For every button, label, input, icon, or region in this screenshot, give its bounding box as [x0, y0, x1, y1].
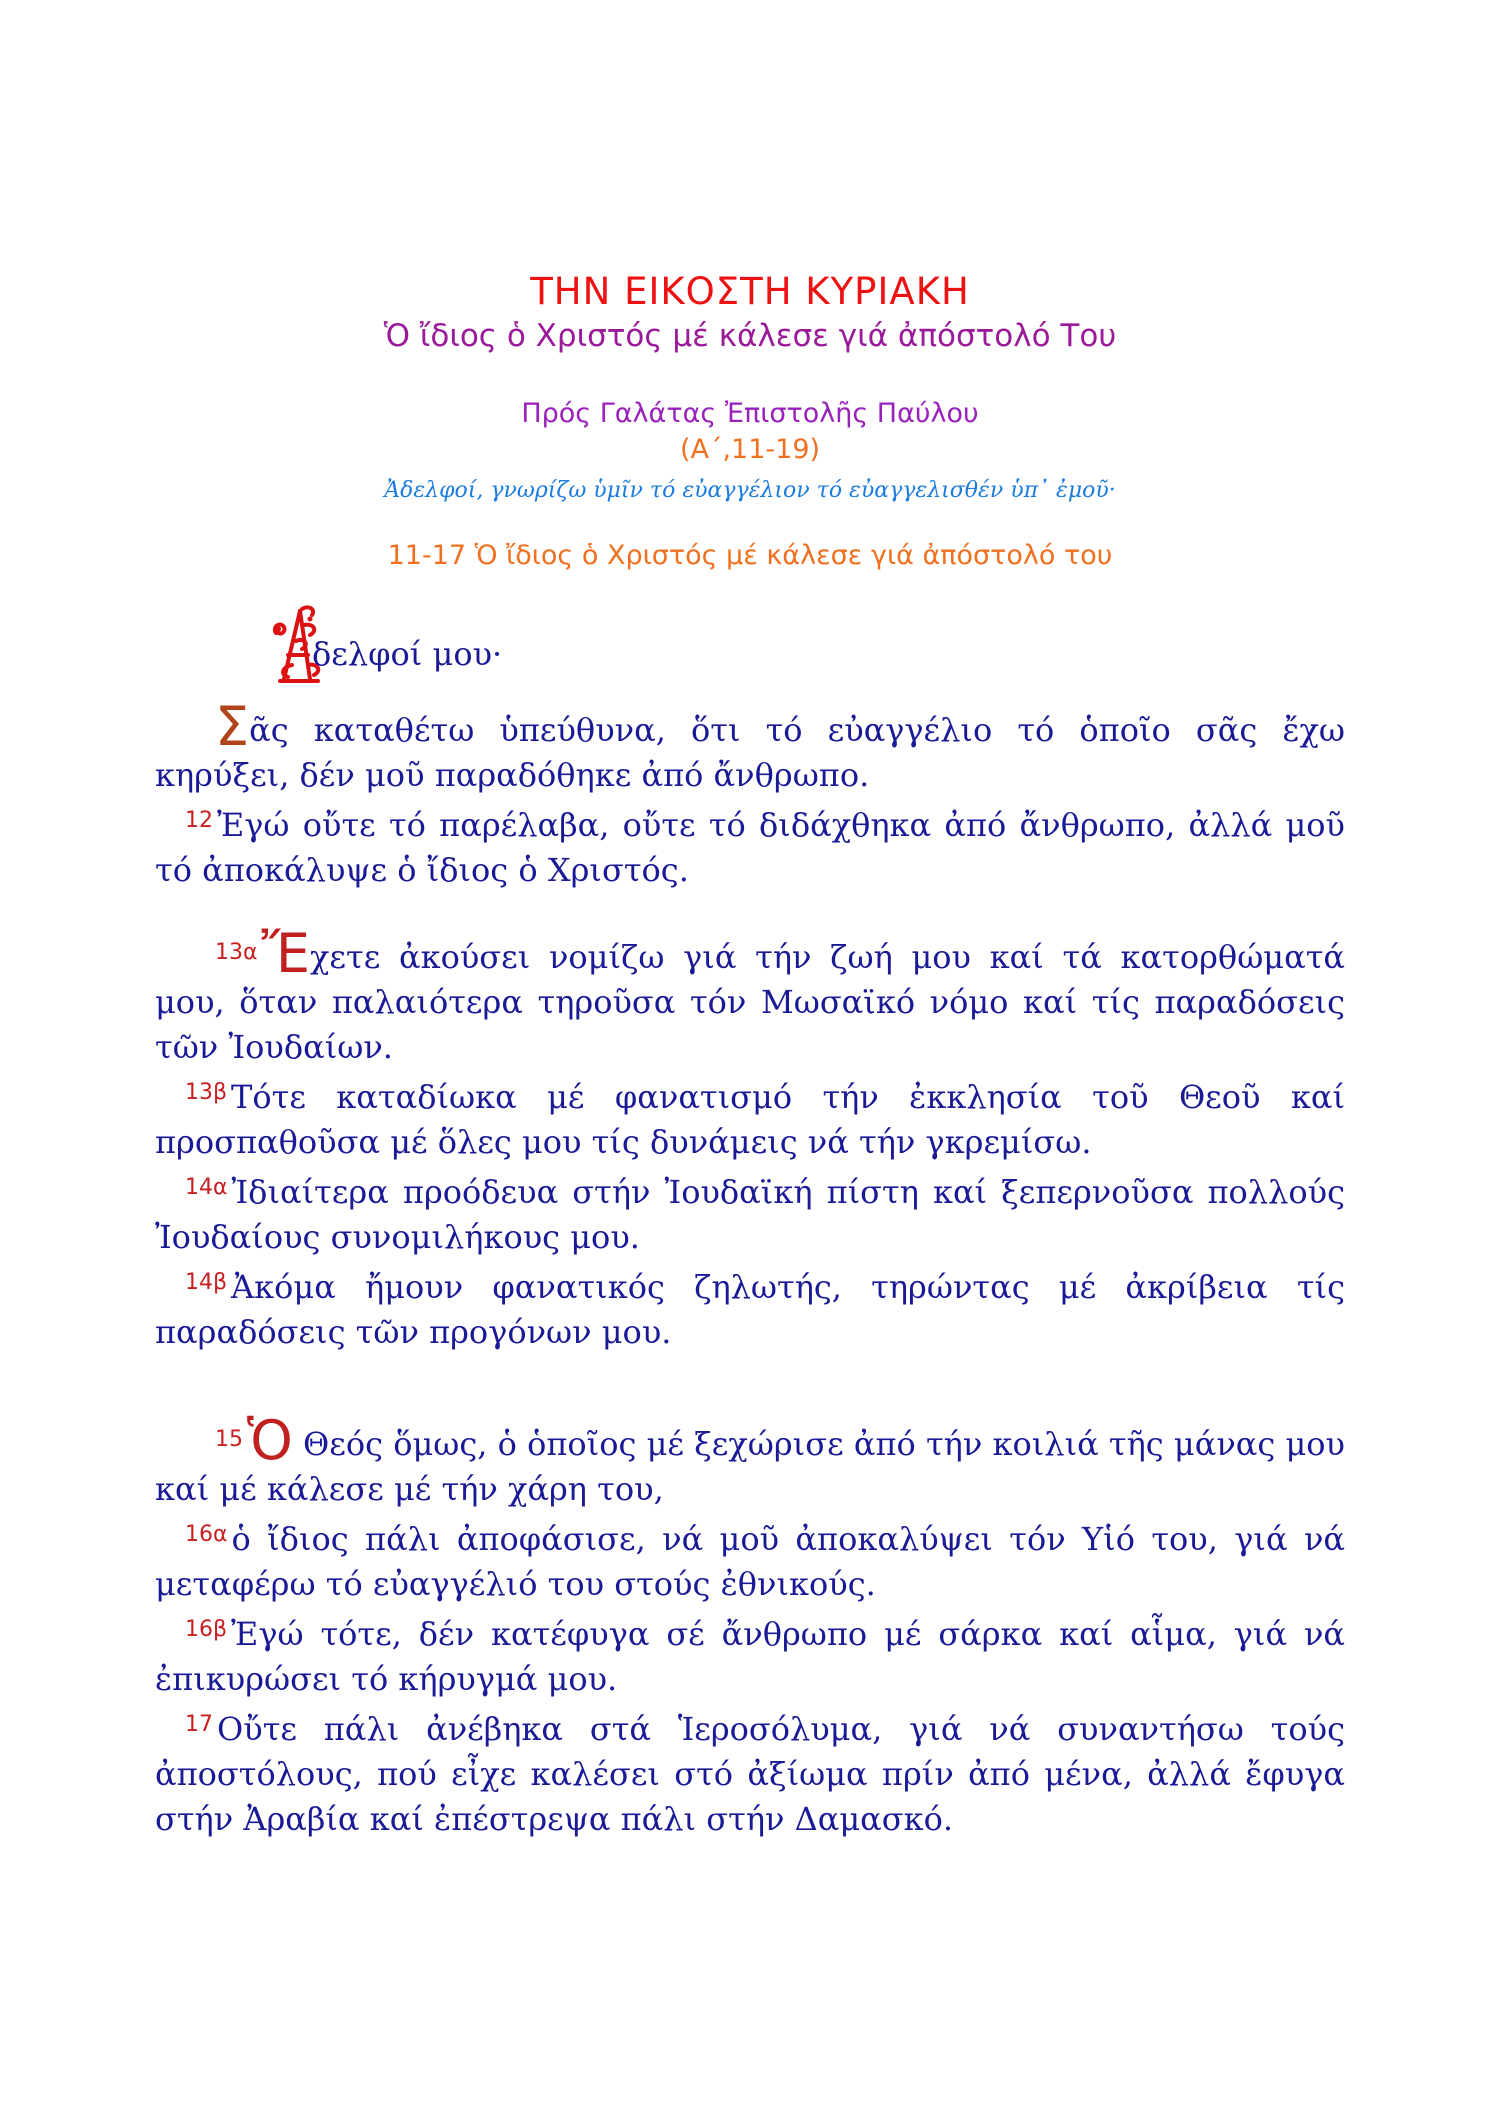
verse-number: 15 — [215, 1427, 243, 1452]
drop-cap: Ὁ — [247, 1409, 293, 1472]
greeting-text: δελφοί μου· — [312, 635, 503, 673]
verse-number: 12 — [185, 808, 213, 833]
verse-number: 17 — [185, 1712, 213, 1737]
verse-number: 16α — [185, 1522, 228, 1547]
verse-text: Θεός ὅμως, ὁ ὁποῖος μέ ξεχώρισε ἀπό τήν κοιλιά τῆς μάνας μου καί μέ κάλεσε μέ τήν χάρη του, — [155, 1425, 1346, 1508]
verse-number: 13α — [215, 940, 258, 965]
verse-13a — [155, 922, 1345, 1070]
verse-number: 14α — [185, 1175, 228, 1200]
verse-number: 14β — [185, 1270, 228, 1295]
paragraph-3 — [155, 1409, 1346, 1842]
verse-text: χετε ἀκούσει νομίζω γιά τήν ζωή μου καί τά κατορθώματά μου, ὅταν παλαιότερα τηροῦσα τόν Μωσαϊκό νόμο καί τίς παραδόσεις τῶν Ἰουδαίων. — [155, 938, 1345, 1066]
page-subtitle: Ὁ ἴδιος ὁ Χριστός μέ κάλεσε γιά ἀπόστολό Του — [383, 318, 1117, 354]
verse-text: Τότε καταδίωκα μέ φανατισμό τήν ἐκκλησία τοῦ Θεοῦ καί προσπαθοῦσα μέ ὅλες μου τίς δυνάμεις νά τήν γκρεμίσω. — [155, 1078, 1345, 1161]
drop-cap: Σ — [215, 695, 250, 758]
verse-text: Ἐγώ τότε, δέν κατέφυγα σέ ἄνθρωπο μέ σάρκα καί αἷμα, γιά νά ἐπικυρώσει τό κήρυγμά μου. — [155, 1615, 1345, 1698]
verse-14b — [155, 1260, 1345, 1355]
page-title: ΤΗΝ ΕΙΚΟΣΤΗ ΚΥΡΙΑΚΗ — [530, 270, 970, 313]
verse-17 — [155, 1702, 1345, 1842]
paragraph-2 — [155, 922, 1345, 1355]
verse-16b — [155, 1607, 1345, 1702]
verse-text: Οὔτε πάλι ἀνέβηκα στά Ἱεροσόλυμα, γιά νά συναντήσω τούς ἀποστόλους, πού εἶχε καλέσει στό ἀξίωμα πρίν ἀπό μένα, ἀλλά ἔφυγα στήν Ἀραβία καί ἐπέστρεψα πάλι στήν Δαμασκό. — [155, 1710, 1345, 1838]
verse-13b — [155, 1070, 1345, 1165]
epistle-name: Πρός Γαλάτας Ἐπιστολῆς Παύλου — [521, 398, 979, 429]
verse-text: Ἀκόμα ἤμουν φανατικός ζηλωτής, τηρώντας μέ ἀκρίβεια τίς παραδόσεις τῶν προγόνων μου. — [155, 1268, 1345, 1351]
verse-text: ὁ ἴδιος πάλι ἀποφάσισε, νά μοῦ ἀποκαλύψει τόν Υἱό του, γιά νά μεταφέρω τό εὐαγγέλιό του στούς ἐθνικούς. — [155, 1520, 1345, 1603]
verse-text: Ἰδιαίτερα προόδευα στήν Ἰουδαϊκή πίστη καί ξεπερνοῦσα πολλούς Ἰουδαίους συνομιλήκους μου. — [155, 1173, 1345, 1256]
verse-text: Ἐγώ οὔτε τό παρέλαβα, οὔτε τό διδάχθηκα ἀπό ἄνθρωπο, ἀλλά μοῦ τό ἀποκάλυψε ὁ ἴδιος ὁ Χριστός. — [155, 806, 1345, 889]
verse-12 — [155, 798, 1345, 893]
verse-15 — [155, 1409, 1346, 1512]
verse-number: 13β — [185, 1080, 228, 1105]
original-incipit: Ἀδελφοί, γνωρίζω ὑμῖν τό εὐαγγέλιον τό εὐαγγελισθέν ὑπ᾽ ἐμοῦ· — [384, 478, 1116, 503]
verse-16a — [155, 1512, 1345, 1607]
verse-number: 16β — [185, 1617, 228, 1642]
drop-cap: Ἔ — [261, 922, 311, 985]
verse-14a — [155, 1165, 1345, 1260]
verse-text: ᾶς καταθέτω ὑπεύθυνα, ὅτι τό εὐαγγέλιο τό ὁποῖο σᾶς ἔχω κηρύξει, δέν μοῦ παραδόθηκε ἀπό ἄνθρωπο. — [155, 711, 1345, 794]
epistle-reference: (Α΄,11-19) — [679, 434, 821, 465]
section-heading: 11-17 Ὁ ἴδιος ὁ Χριστός μέ κάλεσε γιά ἀπόστολό του — [387, 540, 1113, 571]
verse-11 — [155, 695, 1345, 798]
paragraph-1 — [155, 695, 1345, 893]
